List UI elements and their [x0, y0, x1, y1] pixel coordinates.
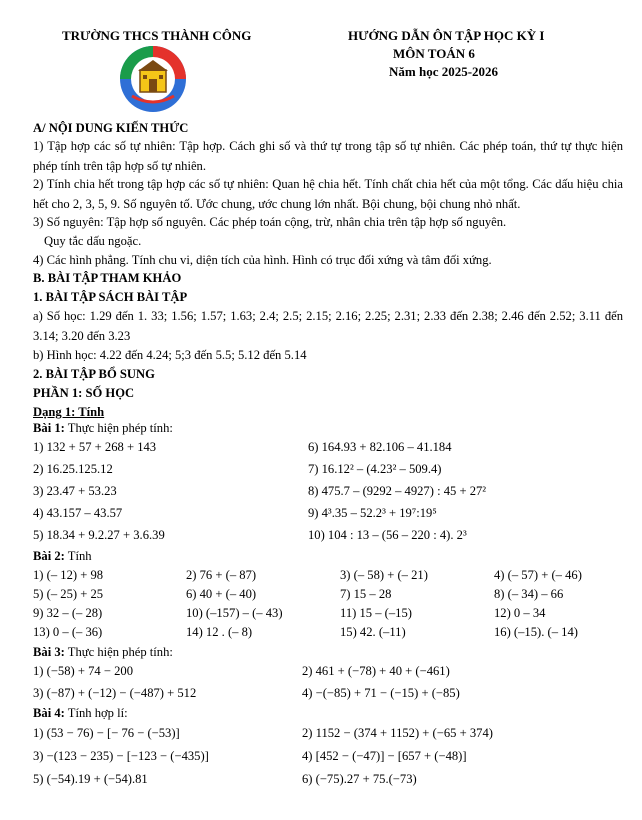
- type-1-heading: Dạng 1: Tính: [33, 405, 105, 419]
- exercise-3-item: 3) (−87) + (−12) − (−487) + 512: [33, 686, 197, 700]
- exercise-3-item: 4) −(−85) + 71 − (−15) + (−85): [302, 686, 460, 700]
- arithmetic-exercise-list: a) Số học: 1.29 đến 1. 33; 1.56; 1.57; 1.63; 2.4; 2.5; 2.15; 2.16; 2.25; 2.31; 2.33 đến 2.38; 2.46 đến 2.52; 3.11 đến 3.14; 3.20 đến 3.23: [33, 309, 623, 343]
- exercise-1-label: Bài 1:: [33, 421, 65, 435]
- geometry-exercise-list: b) Hình học: 4.22 đến 4.24; 5;3 đến 5.5; 5.12 đến 5.14: [33, 348, 307, 362]
- exercise-2-item: 5) (– 25) + 25: [33, 587, 104, 601]
- exercise-4-item: 4) [452 − (−47)] − [657 + (−48)]: [302, 749, 467, 763]
- exercise-1-item: 2) 16.25.125.12: [33, 462, 113, 476]
- exercise-2-item: 2) 76 + (– 87): [186, 568, 257, 582]
- exercise-2-item: 3) (– 58) + (– 21): [340, 568, 428, 582]
- exercise-1-instruction: Thực hiện phép tính:: [67, 421, 173, 435]
- exercise-2-item: 4) (– 57) + (– 46): [494, 568, 582, 582]
- school-emblem-icon: [118, 44, 188, 114]
- exercise-3-instruction: Thực hiện phép tính:: [67, 645, 173, 659]
- textbook-exercises-heading: 1. BÀI TẬP SÁCH BÀI TẬP: [33, 290, 188, 304]
- exercise-2-item: 7) 15 – 28: [340, 587, 392, 601]
- exercise-1-item: 8) 475.7 – (9292 – 4927) : 45 + 27²: [308, 484, 487, 498]
- exercise-2-item: 15) 42. (–11): [340, 625, 406, 639]
- part-1-heading: PHẦN 1: SỐ HỌC: [33, 386, 135, 400]
- exercise-4-heading: [33, 703, 622, 723]
- exercise-2-item: 9) 32 – (– 28): [33, 606, 103, 620]
- exercise-3-item: 2) 461 + (−78) + 40 + (−461): [302, 664, 450, 678]
- exercise-1-heading: [33, 418, 622, 438]
- exercise-2-item: 13) 0 – (– 36): [33, 625, 103, 639]
- exercise-3-heading: [33, 642, 622, 662]
- exercise-1-item: 1) 132 + 57 + 268 + 143: [33, 440, 157, 454]
- exercise-2-item: 16) (–15). (– 14): [494, 625, 578, 639]
- exercise-3-item: 1) (−58) + 74 − 200: [33, 664, 134, 678]
- exercise-1-item: 10) 104 : 13 – (56 – 220 : 4). 2³: [308, 528, 467, 542]
- knowledge-item-3: 3) Số nguyên: Tập hợp số nguyên. Các phép toán cộng, trừ, nhân chia trên tập hợp số nguyên.: [33, 215, 507, 229]
- exercise-3-label: Bài 3:: [33, 645, 65, 659]
- exercise-1-item: 6) 164.93 + 82.106 – 41.184: [308, 440, 452, 454]
- knowledge-item-2: 2) Tính chia hết trong tập hợp các số tự nhiên: Quan hệ chia hết. Tính chất chia hết của một tổng. Các dấu hiệu chia hết cho 2, 3, 5, 9. Số nguyên tố. Ước chung, ước chung lớn nhất. Bội chung, bội chung nhỏ nhất.: [33, 177, 623, 211]
- exercise-4-label: Bài 4:: [33, 706, 65, 720]
- exercise-2-heading: [33, 546, 622, 566]
- exercise-2-label: Bài 2:: [33, 549, 65, 563]
- extra-exercises-heading: 2. BÀI TẬP BỔ SUNG: [33, 367, 155, 381]
- exercise-4-item: 6) (−75).27 + 75.(−73): [302, 772, 417, 786]
- exercise-4-item: 1) (53 − 76) − [− 76 − (−53)]: [33, 726, 180, 740]
- exercise-1-item: 7) 16.12² – (4.23² – 509.4): [308, 462, 442, 476]
- exercise-2-item: 1) (– 12) + 98: [33, 568, 104, 582]
- school-year: Năm học 2025-2026: [389, 64, 499, 79]
- knowledge-item-3-note: Quy tắc dấu ngoặc.: [44, 234, 142, 248]
- exercise-4-item: 3) −(123 − 235) − [−123 − (−435)]: [33, 749, 209, 763]
- exercise-2-item: 12) 0 – 34: [494, 606, 546, 620]
- exercise-1-item: 4) 43.157 – 43.57: [33, 506, 123, 520]
- exercise-4-item: 5) (−54).19 + (−54).81: [33, 772, 148, 786]
- exercise-1-item: 3) 23.47 + 53.23: [33, 484, 117, 498]
- exercise-2-item: 14) 12 . (– 8): [186, 625, 253, 639]
- school-name: TRƯỜNG THCS THÀNH CÔNG: [62, 28, 252, 43]
- exercise-2-item: 11) 15 – (–15): [340, 606, 412, 620]
- subject-title: MÔN TOÁN 6: [393, 46, 475, 61]
- knowledge-item-4: 4) Các hình phẳng. Tính chu vi, diện tích của hình. Hình có trục đối xứng và tâm đối xứng.: [33, 253, 492, 267]
- section-a-heading: A/ NỘI DUNG KIẾN THỨC: [33, 121, 189, 135]
- document-title: HƯỚNG DẪN ÔN TẬP HỌC KỲ I: [348, 28, 545, 43]
- exercise-4-item: 2) 1152 − (374 + 1152) + (−65 + 374): [302, 726, 493, 740]
- section-b-heading: B. BÀI TẬP THAM KHẢO: [33, 271, 182, 285]
- exercise-1-item: 9) 4³.35 – 52.2³ + 19⁷:19⁵: [308, 506, 437, 520]
- knowledge-item-1: 1) Tập hợp các số tự nhiên: Tập hợp. Cách ghi số và thứ tự trong tập số tự nhiên. Các phép toán, thứ tự thực hiện phép tính trên tập hợp số tự nhiên.: [33, 139, 623, 173]
- exercise-4-instruction: Tính hợp lí:: [67, 706, 128, 720]
- exercise-2-item: 10) (–157) – (– 43): [186, 606, 283, 620]
- exercise-1-item: 5) 18.34 + 9.2.27 + 3.6.39: [33, 528, 165, 542]
- exercise-2-instruction: Tính: [67, 549, 92, 563]
- exercise-2-item: 8) (– 34) – 66: [494, 587, 564, 601]
- exercise-2-item: 6) 40 + (– 40): [186, 587, 257, 601]
